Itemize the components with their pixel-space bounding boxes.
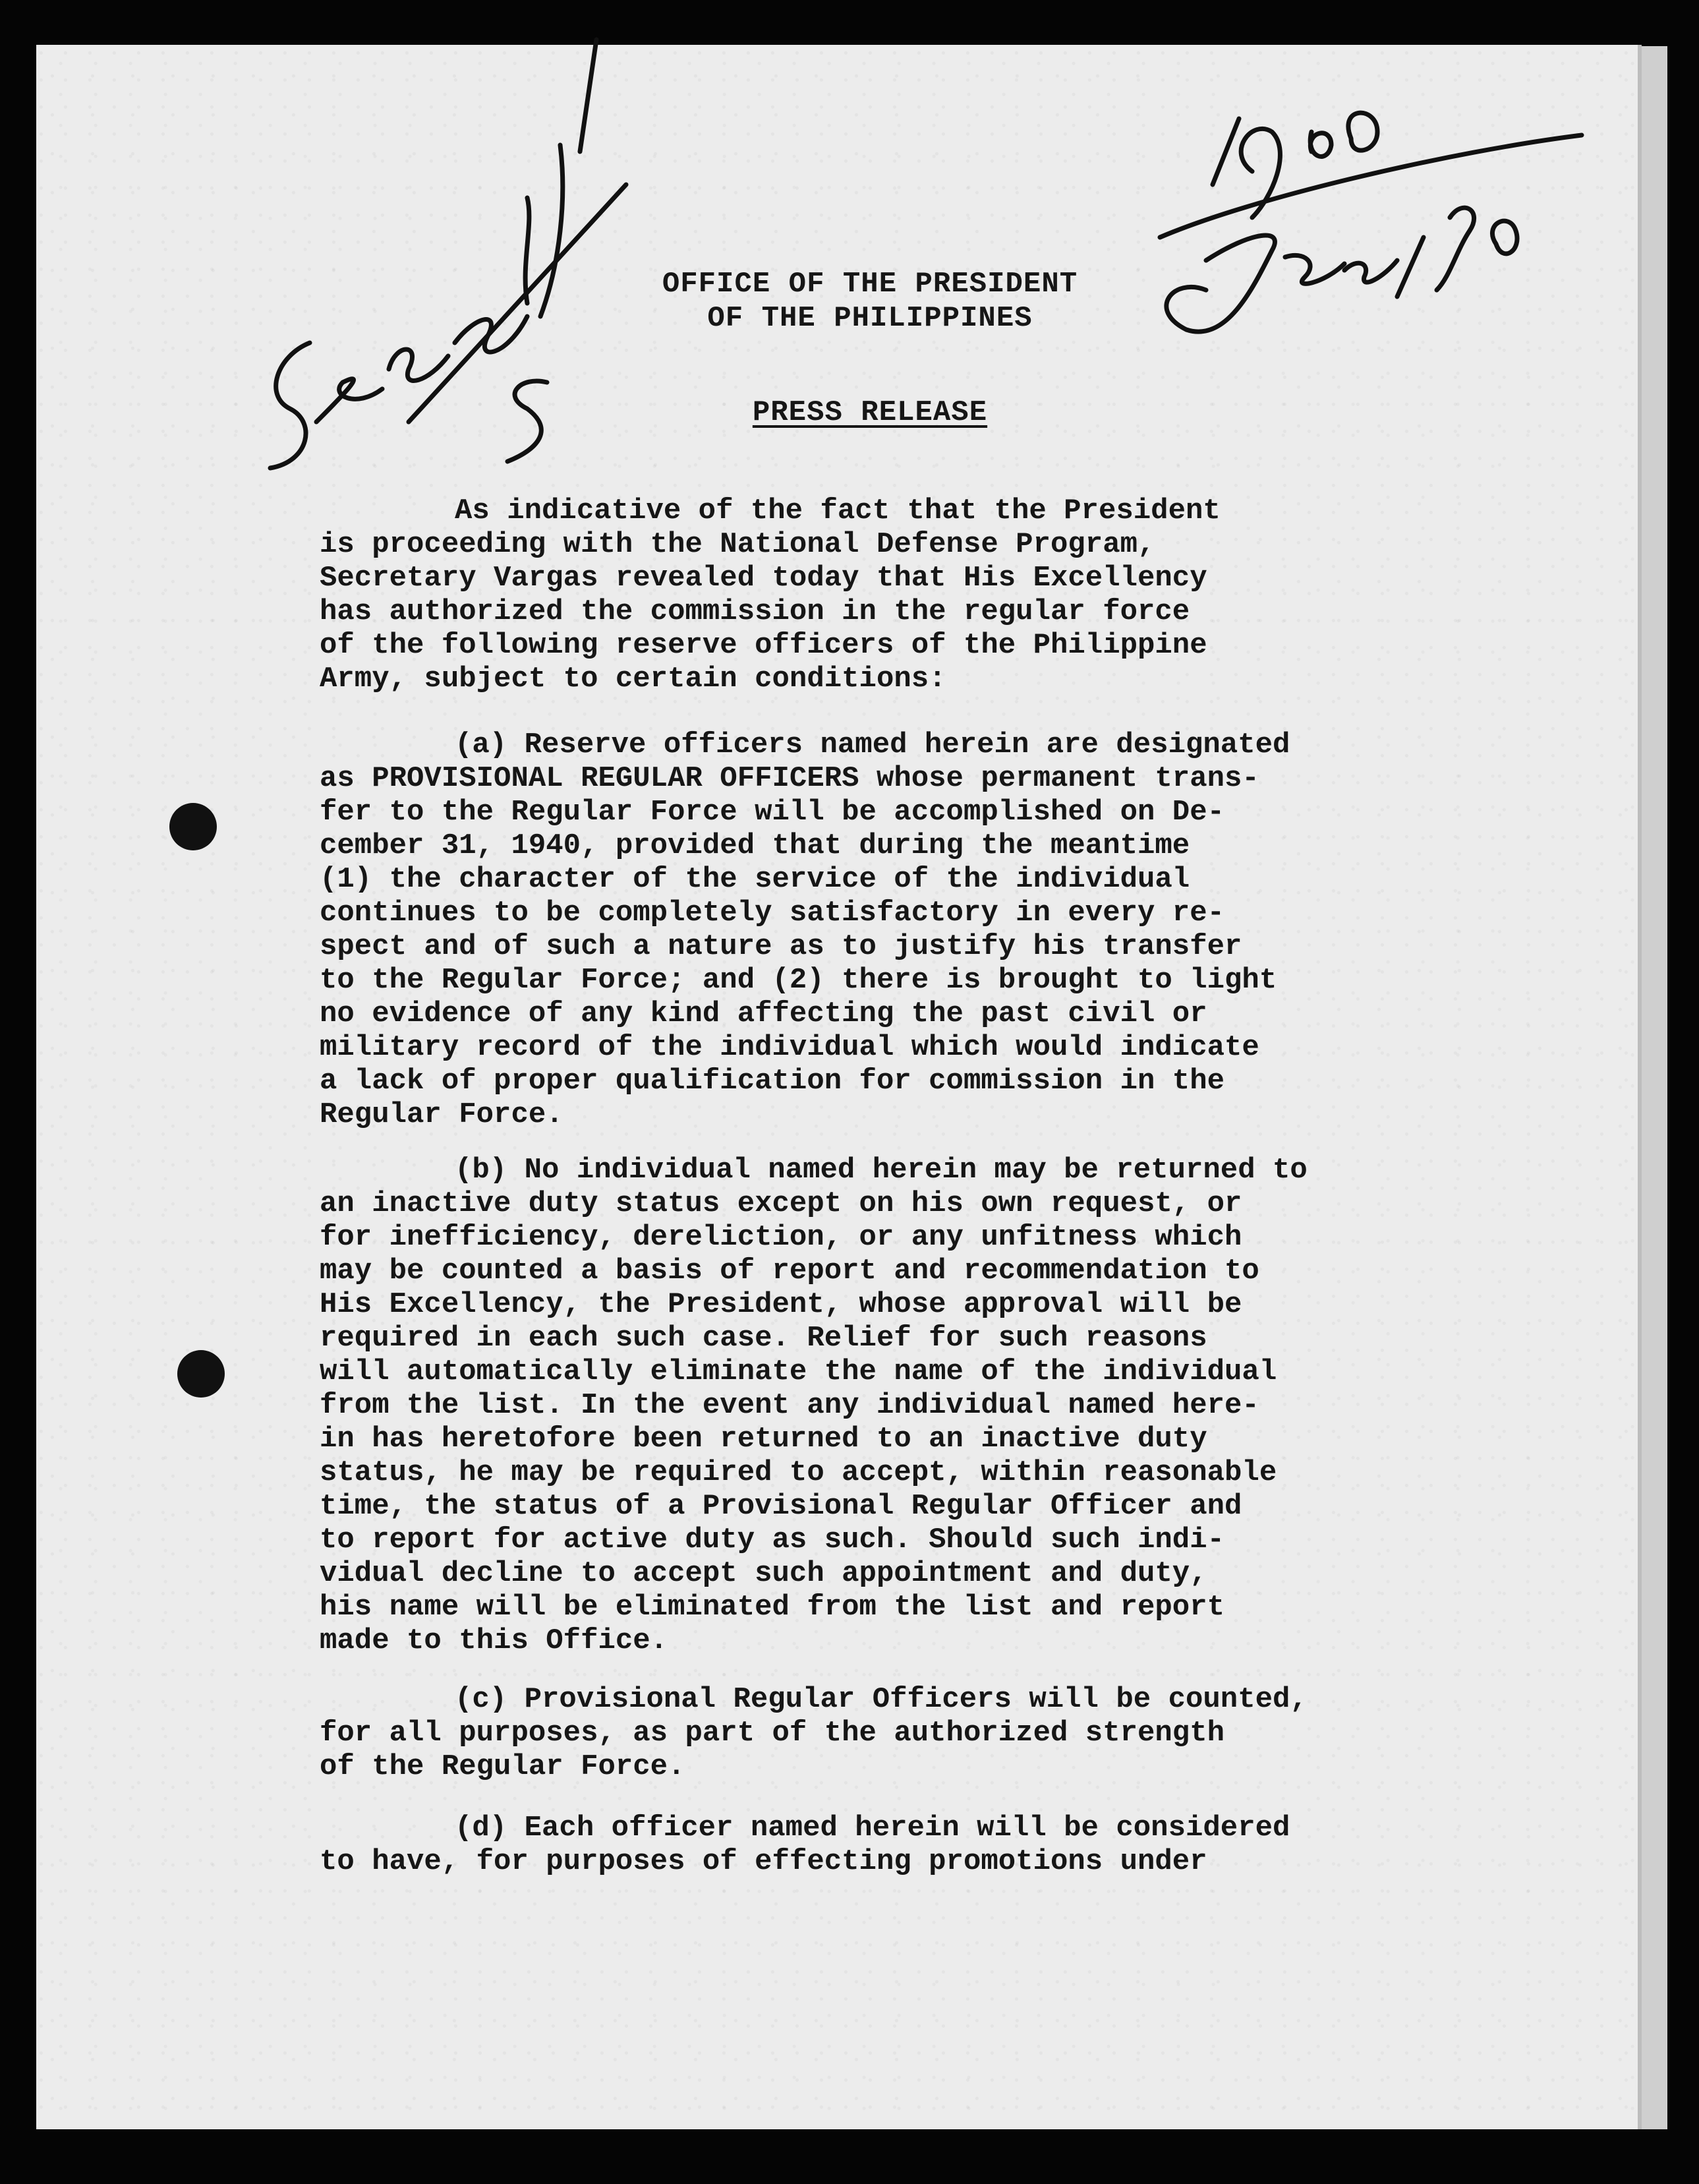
paragraph-line: status, he may be required to accept, within reasonable	[320, 1456, 1277, 1489]
paragraph-line: no evidence of any kind affecting the past civil or	[320, 997, 1207, 1030]
paragraph-line: an inactive duty status except on his own request, or	[320, 1187, 1242, 1220]
paragraph-line: time, the status of a Provisional Regular Officer and	[320, 1490, 1242, 1523]
paragraph-line: cember 31, 1940, provided that during the meantime	[320, 829, 1190, 862]
paragraph-line: spect and of such a nature as to justify his transfer	[320, 930, 1242, 963]
press-release-title-block	[461, 396, 1279, 430]
paragraph-c	[320, 1683, 1460, 1784]
paragraph-line: may be counted a basis of report and recommendation to	[320, 1254, 1259, 1287]
paragraph-line: will automatically eliminate the name of the individual	[320, 1355, 1277, 1388]
paragraph-line: required in each such case. Relief for such reasons	[320, 1322, 1207, 1355]
paragraph-line: his name will be eliminated from the list and report	[320, 1591, 1225, 1624]
paragraph-line: (a) Reserve officers named herein are designated	[455, 728, 1290, 761]
paragraph-line: in has heretofore been returned to an inactive duty	[320, 1423, 1207, 1456]
paragraph-line: for inefficiency, dereliction, or any unfitness which	[320, 1221, 1242, 1254]
header-line-1: OFFICE OF THE PRESIDENT	[662, 268, 1078, 301]
paragraph-line: (b) No individual named herein may be returned to	[455, 1154, 1308, 1187]
paragraph-line: to have, for purposes of effecting promotions under	[320, 1845, 1207, 1878]
paragraph-line: of the Regular Force.	[320, 1750, 685, 1783]
paragraph-line: from the list. In the event any individual named here-	[320, 1389, 1259, 1422]
paragraph-line: to the Regular Force; and (2) there is brought to light	[320, 964, 1277, 997]
paragraph-b	[320, 1154, 1460, 1658]
paragraph-line: a lack of proper qualification for commission in the	[320, 1065, 1225, 1098]
press-release-title: PRESS RELEASE	[752, 396, 988, 429]
paragraph-line: (d) Each officer named herein will be considered	[455, 1812, 1290, 1845]
paragraph-line: to report for active duty as such. Should such indi-	[320, 1523, 1225, 1556]
handwritten-year	[1213, 113, 1377, 218]
paragraph-line: vidual decline to accept such appointment and duty,	[320, 1557, 1207, 1590]
office-header	[461, 267, 1279, 336]
paragraph-line: of the following reserve officers of the Philippine	[320, 629, 1207, 662]
paragraph-line: is proceeding with the National Defense Program,	[320, 528, 1155, 561]
paragraph-line: (c) Provisional Regular Officers will be counted,	[455, 1683, 1308, 1716]
paragraph-line: made to this Office.	[320, 1624, 668, 1657]
paragraph-line: As indicative of the fact that the President	[455, 494, 1221, 527]
paragraph-line: as PROVISIONAL REGULAR OFFICERS whose permanent trans-	[320, 762, 1259, 795]
paragraph-line: Army, subject to certain conditions:	[320, 663, 946, 695]
paragraph-line: His Excellency, the President, whose approval will be	[320, 1288, 1242, 1321]
paragraph-line: continues to be completely satisfactory in every re-	[320, 897, 1225, 930]
paragraph-line: has authorized the commission in the regular force	[320, 595, 1190, 628]
paragraph-line: military record of the individual which would indicate	[320, 1031, 1259, 1064]
paragraph-intro	[320, 494, 1460, 696]
paragraph-a	[320, 728, 1460, 1132]
paragraph-line: Regular Force.	[320, 1098, 563, 1131]
paragraph-d	[320, 1812, 1460, 1879]
paragraph-line: Secretary Vargas revealed today that His Excellency	[320, 562, 1207, 595]
paragraph-line: for all purposes, as part of the authorized strength	[320, 1717, 1225, 1750]
paragraph-line: fer to the Regular Force will be accomplished on De-	[320, 796, 1225, 829]
header-line-2: OF THE PHILIPPINES	[707, 302, 1033, 335]
paragraph-line: (1) the character of the service of the individual	[320, 863, 1190, 896]
